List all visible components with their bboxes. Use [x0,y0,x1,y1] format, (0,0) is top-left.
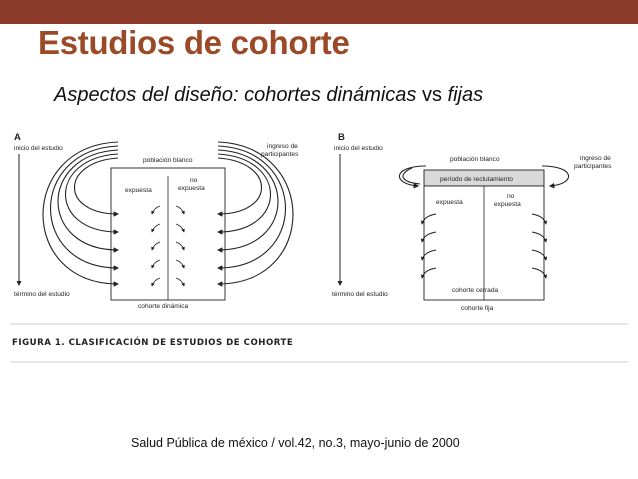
panel-a-letter: A [14,132,21,143]
panel-b-unexposed-label-2: expuesta [494,201,521,208]
panel-a-right-arcs [218,142,293,284]
figure-caption: FIGURA 1. CLASIFICACIÓN DE ESTUDIOS DE COHORTE [12,338,294,348]
panel-a-cohort-label: cohorte dinámica [138,303,189,310]
panel-b-recruitment-label: período de reclutamiento [440,176,513,183]
right-arc-3 [218,150,278,250]
right-arc-2 [218,154,271,232]
panel-b-fixed-cohort-label: cohorte fija [461,305,494,312]
subtitle-italic-part-2: fijas [447,84,484,106]
panel-a-unexposed-label: no [190,177,198,184]
left-arc-3 [58,150,118,250]
left-arc-2 [66,154,119,232]
subtitle-plain-part: vs [416,84,448,106]
panel-a-entry-label-2: participantes [261,151,299,158]
panel-b-exposed-label: expuesta [436,199,463,206]
panel-a-end-label: término del estudio [14,291,70,298]
panel-b-entry-label: ingreso de [580,155,611,162]
panel-a-start-label: inicio del estudio [14,145,63,152]
panel-b-unexposed-label: no [507,193,515,200]
source-citation: Salud Pública de méxico / vol.42, no.3, mayo-junio de 2000 [131,436,460,450]
slide-title: Estudios de cohorte [38,24,350,61]
panel-b-closed-cohort-label: cohorte cerrada [452,287,499,294]
panel-a-entry-label: ingreso de [267,143,298,150]
panel-a-left-arcs [43,142,118,284]
panel-b-population-label: población blanco [450,156,500,163]
panel-b-end-label: término del estudio [332,291,388,298]
panel-b-entry-label-2: participantes [574,163,612,170]
panel-b-start-label: inicio del estudio [334,145,383,152]
panel-a-exposed-label: expuesta [125,187,152,194]
panel-a-unexposed-label-2: expuesta [178,185,205,192]
panel-b [332,132,612,312]
panel-a [14,132,299,310]
panel-a-population-label: población blanco [143,157,193,164]
panel-b-letter: B [338,132,345,143]
subtitle-italic-part: Aspectos del diseño: cohortes dinámicas [54,84,417,106]
